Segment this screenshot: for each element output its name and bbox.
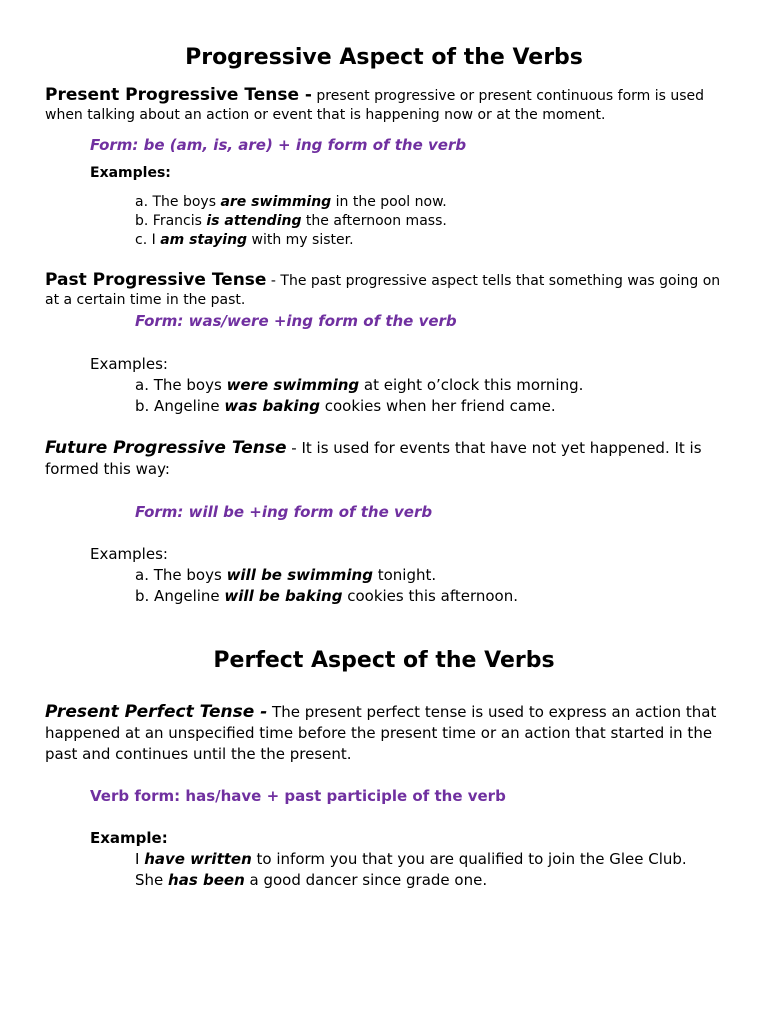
example-item: She has been a good dancer since grade one.	[135, 871, 488, 889]
future-progressive-paragraph	[45, 438, 735, 480]
past-progressive-form: Form: was/were +ing form of the verb	[135, 312, 457, 330]
past-progressive-paragraph	[45, 271, 735, 310]
example-item: a. The boys are swimming in the pool now.	[135, 194, 447, 210]
future-progressive-form: Form: will be +ing form of the verb	[135, 503, 433, 521]
present-progressive-description: present progressive or present continuous form is used when talking about an action or event that is happening now or at the moment.	[45, 88, 705, 123]
example-item: a. The boys were swimming at eight o’clock this morning.	[135, 376, 584, 394]
past-progressive-heading: Past Progressive Tense	[45, 270, 267, 290]
example-item: b. Angeline was baking cookies when her friend came.	[135, 397, 556, 415]
examples-label: Examples:	[90, 355, 168, 373]
section-title: Perfect Aspect of the Verbs	[213, 648, 555, 673]
present-progressive-paragraph	[45, 86, 735, 125]
example-item: I have written to inform you that you are qualified to join the Glee Club.	[135, 850, 687, 868]
past-progressive-description: - The past progressive aspect tells that something was going on at a certain time in the past.	[45, 273, 721, 308]
present-perfect-heading: Present Perfect Tense -	[45, 702, 268, 722]
present-perfect-form: Verb form: has/have + past participle of the verb	[90, 787, 506, 805]
future-progressive-description: - It is used for events that have not yet happened. It is formed this way:	[45, 439, 702, 478]
present-progressive-form: Form: be (am, is, are) + ing form of the verb	[90, 136, 467, 154]
example-item: c. I am staying with my sister.	[135, 232, 354, 248]
present-perfect-paragraph	[45, 702, 735, 765]
example-item: a. The boys will be swimming tonight.	[135, 566, 437, 584]
examples-label: Examples:	[90, 165, 171, 181]
present-progressive-heading: Present Progressive Tense -	[45, 85, 312, 105]
example-item: b. Angeline will be baking cookies this afternoon.	[135, 587, 518, 605]
example-item: b. Francis is attending the afternoon mass.	[135, 213, 447, 229]
future-progressive-heading: Future Progressive Tense	[45, 438, 287, 458]
present-perfect-description: The present perfect tense is used to express an action that happened at an unspecified time before the present time or an action that started in the past and continues until the the present.	[45, 703, 717, 763]
page-title: Progressive Aspect of the Verbs	[185, 45, 583, 70]
examples-label: Examples:	[90, 545, 168, 563]
example-label: Example:	[90, 829, 168, 847]
